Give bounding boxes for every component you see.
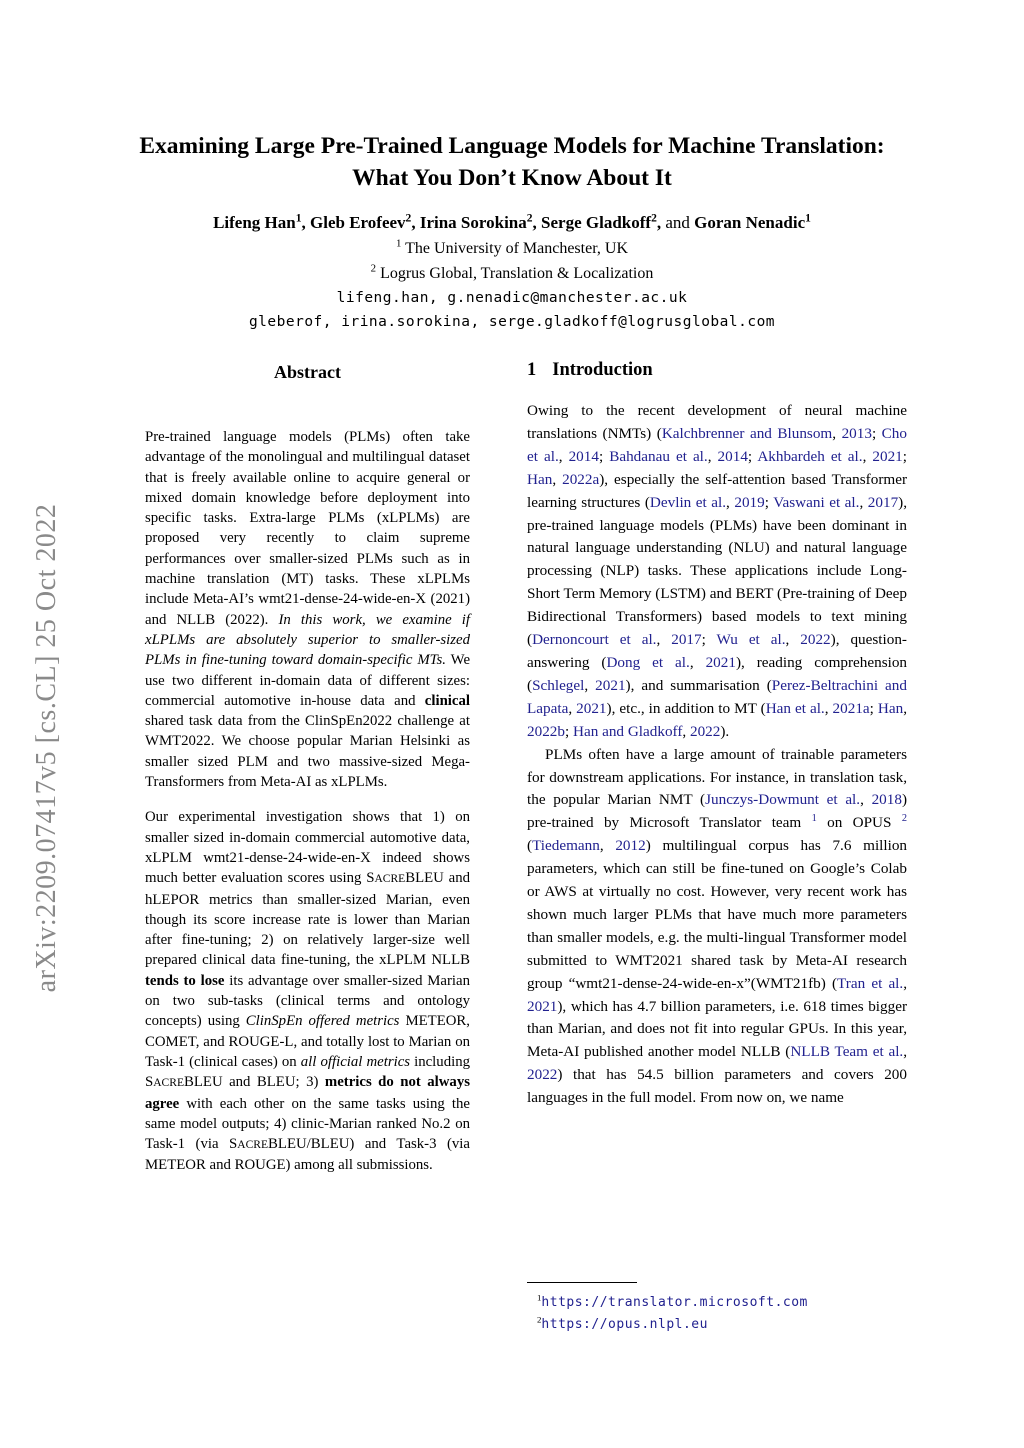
affiliation-line-1: $^1$ The University of Manchester, UK — [396, 237, 628, 257]
section-heading-introduction — [527, 360, 907, 381]
hyperlink[interactable]: 2017 — [867, 493, 899, 511]
arxiv-sidebar-stamp: arXiv:2209.07417v5 [cs.CL] 25 Oct 2022 — [31, 503, 62, 993]
abstract-heading: Abstract — [274, 362, 341, 382]
hyperlink[interactable]: Han and Gladkoff — [573, 722, 683, 740]
hyperlink[interactable]: 2014 — [717, 447, 748, 465]
footnote-rule — [527, 1282, 637, 1283]
hyperlink[interactable]: Akhbardeh et al. — [757, 447, 863, 465]
hyperlink[interactable]: Tran et al. — [837, 974, 904, 992]
hyperlink[interactable]: 2022 — [527, 1066, 558, 1084]
author-line: Lifeng Han$^1$, Gleb Erofeev$^2$, Irina Sorokina$^2$, Serge Gladkoff$^2$, and Goran Nenadic$^1$ — [213, 211, 811, 232]
email-line-2: gleberof, irina.sorokina, serge.gladkoff@logrusglobal.com — [248, 314, 776, 330]
hyperlink[interactable]: Kalchbrenner and Blunsom — [661, 424, 833, 442]
hyperlink[interactable]: 2019 — [734, 493, 765, 511]
footnote-1: $^1$https://translator.microsoft.com — [537, 1292, 808, 1310]
email-line-1: lifeng.han, g.nenadic@manchester.ac.uk — [336, 290, 688, 306]
abstract-paragraph-1: Pre-trained language models (PLMs) often take advantage of the monolingual and multilingual dataset that is freely available online to acquire general or mixed domain knowledge before deployment into specific tasks. Extra-large PLMs (xLPLMs) are proposed very recently to claim supreme performances over smaller-sized PLMs such as in machine translation (MT) tasks. These xLPLMs include Meta-AI’s wmt21-dense-24-wide-en-X (2021) and NLLB (2022). In this work, we examine if xLPLMs are absolutely superior to smaller-sized PLMs in fine-tuning toward domain-specific MTs. We use two different in-domain data of different sizes: commercial automotive in-house data and clinical shared task data from the ClinSpEn2022 challenge at WMT2022. We choose popular Marian Helsinki as smaller sized PLM and two massive-sized Mega-Transformers from Meta-AI as xLPLMs. — [145, 429, 471, 791]
intro-paragraph-1: Owing to the recent development of neural machine translations (NMTs) (Kalchbrenner and Blunsom, 2013; Cho et al., 2014; Bahdanau et al., 2014; Akhbardeh et al., 2021; Han, 2022a), especially the self-attention based Transformer learning structures (Devlin et al., 2019; Vaswani et al., 2017), pre-trained language models (PLMs) have been dominant in natural language understanding (NLU) and natural language processing (NLP) tasks. These applications include Long-Short Term Memory (LSTM) and BERT (Pre-training of Deep Bidirectional Transformers) based models to text mining (Dernoncourt et al., 2017; Wu et al., 2022), question-answering (Dong et al., 2021), reading comprehension (Schlegel, 2021), and summarisation (Perez-Beltrachini and Lapata, 2021), etc., in addition to MT (Han et al., 2021a; Han, 2022b; Han and Gladkoff, 2022). — [527, 402, 907, 740]
introduction-body — [527, 400, 907, 1110]
hyperlink[interactable]: 2022a — [562, 470, 600, 488]
hyperlink[interactable]: 2021 — [872, 447, 903, 465]
abstract-paragraph-2: Our experimental investigation shows that 1) on smaller sized in-domain commercial automotive data, xLPLM wmt21-dense-24-wide-en-X indeed shows much better evaluation scores using SACREBLEU and hLEPOR metrics than smaller-sized Marian, even though its score increase rate is lower than Marian after fine-tuning; 2) on relatively larger-size well prepared clinical data fine-tuning, the xLPLM NLLB tends to lose its advantage over smaller-sized Marian on two sub-tasks (clinical terms and ontology concepts) using ClinSpEn offered metrics METEOR, COMET, and ROUGE-L, and totally lost to Marian on Task-1 (clinical cases) on all official metrics including SACREBLEU and BLEU; 3) metrics do not always agree with each other on the same tasks using the same model outputs; 4) clinic-Marian ranked No.2 on Task-1 (via SACREBLEU/BLEU) and Task-3 (via METEOR and ROUGE) among all submissions. — [145, 809, 470, 1174]
hyperlink[interactable]: 2 — [901, 813, 907, 825]
hyperlink[interactable]: 2021 — [705, 653, 736, 671]
footnotes-block — [527, 1282, 907, 1335]
left-column — [145, 362, 470, 1176]
hyperlink[interactable]: 2012 — [615, 837, 646, 855]
hyperlink[interactable]: Dernoncourt et al. — [532, 631, 657, 649]
hyperlink[interactable]: 2021 — [576, 699, 607, 717]
hyperlink[interactable]: Perez-Beltrachini and Lapata — [527, 676, 907, 717]
footnote-2: $^2$https://opus.nlpl.eu — [537, 1314, 708, 1332]
hyperlink[interactable]: Schlegel — [532, 676, 585, 694]
hyperlink[interactable]: 2014 — [568, 447, 599, 465]
hyperlink[interactable]: 2022 — [800, 631, 831, 649]
paper-title-line-2: What You Don’t Know About It — [352, 165, 672, 191]
hyperlink[interactable]: 2022 — [689, 722, 721, 740]
paper-header — [0, 130, 1024, 334]
hyperlink[interactable]: 2021 — [527, 997, 558, 1015]
hyperlink[interactable]: 1 — [811, 813, 817, 825]
hyperlink[interactable]: Tiedemann — [532, 837, 600, 855]
hyperlink[interactable]: 2021a — [832, 699, 870, 717]
section-label: Introduction — [552, 360, 653, 380]
hyperlink[interactable]: https://translator.microsoft.com — [541, 1295, 808, 1310]
hyperlink[interactable]: Dong et al. — [606, 653, 690, 671]
hyperlink[interactable]: Han et al. — [765, 699, 825, 717]
hyperlink[interactable]: NLLB Team et al. — [790, 1043, 904, 1061]
right-column — [527, 360, 907, 1400]
hyperlink[interactable]: Wu et al. — [716, 631, 786, 649]
hyperlink[interactable]: 2018 — [871, 791, 902, 809]
paper-title-line-1: Examining Large Pre-Trained Language Models for Machine Translation: — [139, 133, 885, 159]
hyperlink[interactable]: 2017 — [671, 631, 702, 649]
section-number: 1 — [527, 360, 537, 380]
hyperlink[interactable]: Devlin et al. — [649, 493, 727, 511]
hyperlink[interactable]: 2021 — [595, 676, 626, 694]
hyperlink[interactable]: Cho et al. — [527, 424, 907, 465]
hyperlink[interactable]: Han — [527, 470, 553, 488]
hyperlink[interactable]: Bahdanau et al. — [609, 447, 708, 465]
hyperlink[interactable]: Vaswani et al. — [773, 493, 860, 511]
hyperlink[interactable]: https://opus.nlpl.eu — [541, 1317, 708, 1332]
hyperlink[interactable]: Junczys-Dowmunt et al. — [705, 791, 861, 809]
abstract-body — [145, 427, 470, 1176]
hyperlink[interactable]: 2013 — [841, 424, 872, 442]
hyperlink[interactable]: Han — [877, 699, 904, 717]
hyperlink[interactable]: 2022b — [527, 722, 565, 740]
affiliation-line-2: $^2$ Logrus Global, Translation & Localization — [370, 262, 654, 282]
intro-paragraph-2: PLMs often have a large amount of trainable parameters for downstream applications. For instance, in translation task, the popular Marian NMT (Junczys-Dowmunt et al., 2018) pre-trained by Microsoft Translator team $^1$ on OPUS $^2$ (Tiedemann, 2012) multilingual corpus has 7.6 million parameters, which can still be fine-tuned on Google’s Colab or AWS at virtually no cost. However, very recent work has shown much larger PLMs that have much more parameters than smaller models, e.g. the multi-lingual Transformer model submitted to WMT2021 shared task by Meta-AI research group “wmt21-dense-24-wide-en-x”(WMT21fb) (Tran et al., 2021), which has 4.7 billion parameters, i.e. 618 times bigger than Marian, and does not fit into regular GPUs. In this year, Meta-AI published another model NLLB (NLLB Team et al., 2022) that has 54.5 billion parameters and covers 200 languages in the full model. From now on, we name — [527, 745, 907, 1107]
